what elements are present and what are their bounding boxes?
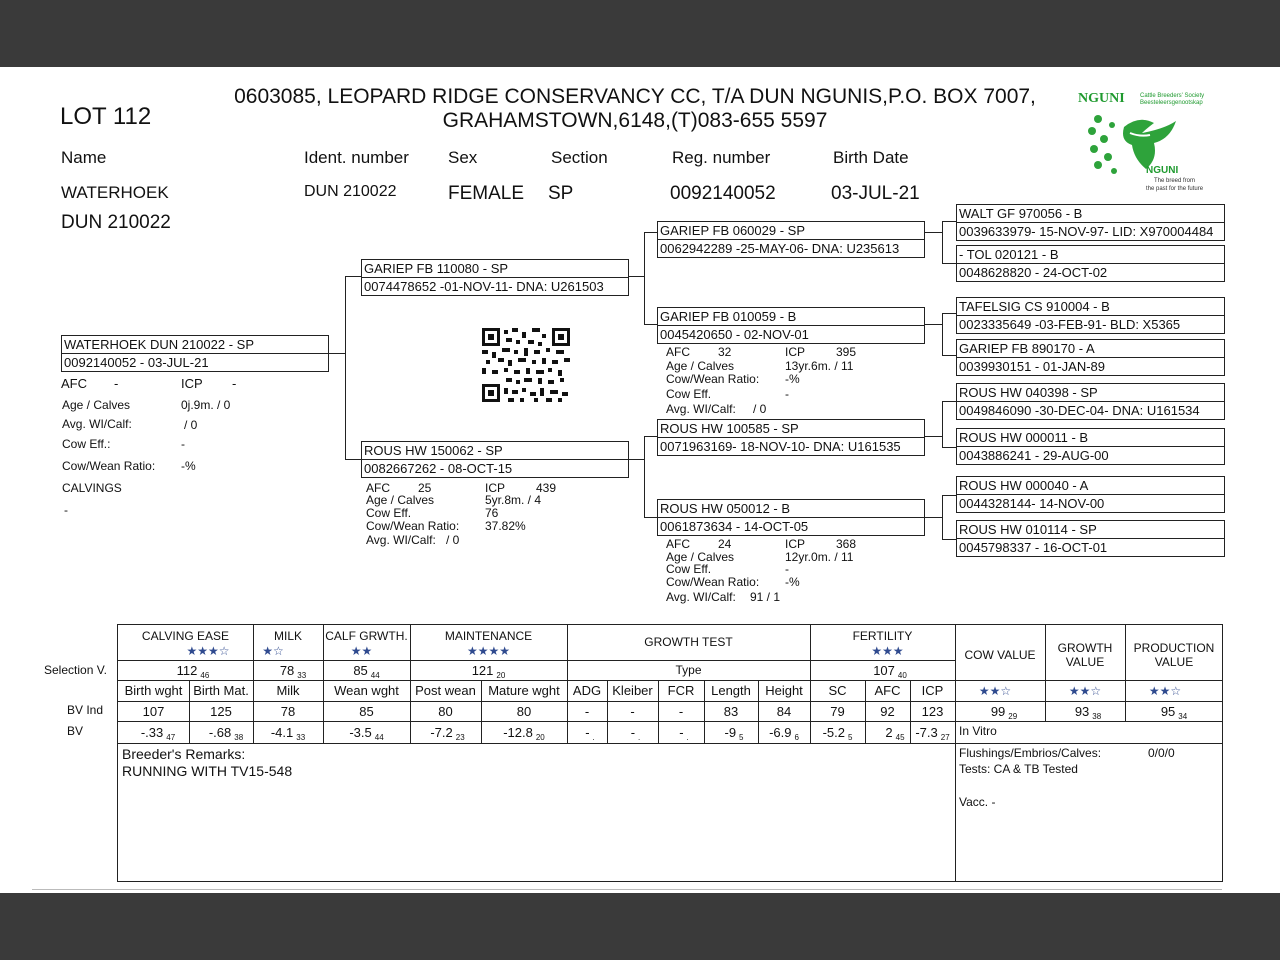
- gg-3-line-1: TAFELSIG CS 910004 - B: [959, 299, 1110, 314]
- col-icp: ICP: [921, 683, 944, 698]
- footer-divider: [32, 889, 1222, 890]
- col-height: Height: [765, 683, 803, 698]
- box-divider: [957, 263, 1224, 264]
- selection-value: 121: [471, 663, 494, 678]
- subject-cow-eff: -: [181, 437, 185, 451]
- bv-accuracy: 6: [794, 733, 799, 742]
- gg-1-line-2: 0039633979- 15-NOV-97- LID: X970004484: [959, 224, 1214, 239]
- dd-cow-wean-label: Cow/Wean Ratio:: [666, 575, 760, 589]
- calvings-label: CALVINGS: [62, 481, 122, 495]
- selection-calf-growth: [323, 663, 410, 680]
- table-rule: [118, 701, 1223, 702]
- header-growth-value-2: VALUE: [1065, 655, 1105, 669]
- pedigree-box-dam: [361, 441, 629, 478]
- dd-afc-label: AFC: [666, 537, 690, 551]
- subject-line-1: WATERHOEK DUN 210022 - SP: [64, 337, 254, 352]
- pedigree-box-gg-5: [956, 383, 1225, 420]
- col-length: Length: [711, 683, 751, 698]
- index-value: 95: [1160, 704, 1176, 719]
- table-rule: [118, 680, 1223, 681]
- bv-value: -: [585, 725, 590, 740]
- dam-afc: 25: [418, 481, 432, 495]
- bv-ind-cell: 123: [921, 704, 944, 719]
- flushings-value: 0/0/0: [1148, 746, 1175, 760]
- sd-wi-label: Avg. WI/Calf:: [666, 402, 736, 416]
- qr-code-icon: [482, 328, 570, 402]
- box-divider: [957, 315, 1224, 316]
- bv-cell: [189, 725, 263, 742]
- subject-cow-wean: -%: [181, 459, 196, 473]
- gg-8-line-1: ROUS HW 010114 - SP: [959, 522, 1097, 537]
- box-divider: [957, 357, 1224, 358]
- dam-sire-line-2: 0071963169- 18-NOV-10- DNA: U161535: [660, 439, 901, 454]
- dam-age: 5yr.8m. / 4: [485, 493, 542, 507]
- box-divider: [957, 222, 1224, 223]
- header-growth-value-1: GROWTH: [1057, 641, 1113, 655]
- header-production-value-2: VALUE: [1154, 655, 1194, 669]
- pedigree-box-subject: [61, 335, 329, 372]
- bv-accuracy: 38: [234, 733, 244, 742]
- connector: [329, 353, 345, 354]
- dam-cow-wean: 37.82%: [485, 519, 526, 533]
- selection-value: 85: [353, 663, 368, 678]
- bv-value: -3.5: [349, 725, 372, 740]
- bv-ind-cell: 85: [359, 704, 374, 719]
- sd-afc: 32: [718, 345, 732, 359]
- box-divider: [658, 239, 924, 240]
- evaluation-table: [117, 624, 1223, 882]
- subject-age: 0j.9m. / 0: [181, 398, 231, 412]
- bv-ind-cell: 125: [210, 704, 232, 719]
- sd-age: 13yr.6m. / 11: [785, 359, 854, 373]
- dam-icp: 439: [536, 481, 557, 495]
- connector: [942, 401, 943, 447]
- dam-dam-line-2: 0061873634 - 14-OCT-05: [660, 519, 809, 534]
- connector: [345, 276, 346, 459]
- col-post-wean: Post wean: [415, 683, 476, 698]
- col-milk: Milk: [276, 683, 300, 698]
- header-calf-growth: CALF GRWTH.: [325, 629, 408, 643]
- index-accuracy: 38: [1092, 712, 1102, 721]
- pedigree-box-sire-dam: [657, 307, 925, 344]
- stars-calf-growth-icon: ★★: [350, 644, 373, 658]
- selection-value: 112: [176, 663, 198, 678]
- connector: [925, 436, 942, 437]
- bv-cell: [410, 725, 485, 742]
- connector: [644, 324, 657, 325]
- side-label-selection: Selection V.: [44, 663, 107, 677]
- connector: [644, 232, 645, 324]
- bv-value: -7.2: [430, 725, 453, 740]
- connector: [942, 313, 956, 314]
- selection-accuracy: 46: [200, 671, 210, 680]
- bv-ind-cell: 80: [438, 704, 453, 719]
- col-kleiber: Kleiber: [612, 683, 653, 698]
- bv-accuracy: 44: [374, 733, 384, 742]
- connector: [925, 324, 942, 325]
- bv-value: -5.2: [822, 725, 845, 740]
- dam-line-1: ROUS HW 150062 - SP: [364, 443, 503, 458]
- connector: [629, 276, 644, 277]
- index-value: 99: [990, 704, 1006, 719]
- table-rule: [118, 660, 955, 661]
- bv-value: -12.8: [503, 725, 533, 740]
- gg-8-line-2: 0045798337 - 16-OCT-01: [959, 540, 1108, 555]
- index-value: 93: [1074, 704, 1090, 719]
- sd-icp-label: ICP: [785, 345, 806, 359]
- selection-calving-ease: [118, 663, 268, 680]
- sd-cow-wean-label: Cow/Wean Ratio:: [666, 372, 760, 386]
- connector: [942, 495, 956, 496]
- animal-birth: 03-JUL-21: [831, 183, 920, 204]
- dam-dam-line-1: ROUS HW 050012 - B: [660, 501, 791, 516]
- label-section: Section: [551, 148, 608, 167]
- selection-milk: [253, 663, 333, 680]
- col-birth-mat: Birth Mat.: [193, 683, 249, 698]
- dam-icp-label: ICP: [485, 481, 506, 495]
- connector: [925, 232, 942, 233]
- bv-ind-cell: 79: [830, 704, 845, 719]
- selection-fertility: [810, 663, 970, 680]
- header-milk: MILK: [273, 629, 302, 643]
- dd-age-label: Age / Calves: [666, 550, 735, 564]
- connector: [644, 232, 657, 233]
- bv-value: -4.1: [270, 725, 294, 740]
- bv-cell: [481, 725, 567, 742]
- header-cow-value: COW VALUE: [964, 648, 1036, 662]
- side-label-bv: BV: [67, 724, 84, 738]
- stars-cow-value-icon: ★★☆: [978, 684, 1012, 698]
- animal-section: SP: [548, 183, 574, 204]
- bv-value: -6.9: [769, 725, 792, 740]
- connector: [644, 517, 657, 518]
- box-divider: [362, 459, 628, 460]
- selection-value: 107: [873, 663, 895, 678]
- header-maintenance: MAINTENANCE: [444, 629, 533, 643]
- col-wean-wght: Wean wght: [334, 683, 399, 698]
- selection-accuracy: 20: [496, 671, 506, 680]
- bv-value: -9: [724, 725, 737, 740]
- connector: [942, 401, 956, 402]
- index-accuracy: 29: [1008, 712, 1018, 721]
- subject-afc-label: AFC: [61, 376, 87, 391]
- dd-icp-label: ICP: [785, 537, 806, 551]
- label-ident: Ident. number: [304, 148, 409, 167]
- side-label-bv-ind: BV Ind: [67, 703, 104, 717]
- dam-age-label: Age / Calves: [366, 493, 435, 507]
- bv-ind-cell: 83: [723, 704, 739, 719]
- stars-fertility-icon: ★★★: [871, 644, 904, 658]
- remarks-label: Breeder's Remarks:: [122, 746, 246, 762]
- gg-4-line-2: 0039930151 - 01-JAN-89: [959, 359, 1105, 374]
- selection-accuracy: 33: [297, 671, 307, 680]
- growth-value-index: [1045, 704, 1131, 721]
- animal-reg: 0092140052: [670, 183, 776, 204]
- bv-cell: [704, 725, 764, 742]
- animal-name-2: DUN 210022: [61, 212, 171, 233]
- label-sex: Sex: [448, 148, 478, 167]
- bv-cell: [253, 725, 323, 742]
- animal-sex: FEMALE: [448, 183, 525, 204]
- subject-cow-eff-label: Cow Eff.:: [62, 437, 111, 451]
- connector: [644, 436, 657, 437]
- stars-growth-value-icon: ★★☆: [1068, 684, 1102, 698]
- tests-text: Tests: CA & TB Tested: [959, 762, 1078, 776]
- subject-icp-label: ICP: [181, 376, 203, 391]
- bv-ind-cell: 78: [280, 704, 296, 719]
- owner-line-1: 0603085, LEOPARD RIDGE CONSERVANCY CC, T/A DUN NGUNIS,P.O. BOX 7007,: [234, 85, 1036, 108]
- logo-tagline-2: the past for the future: [1146, 186, 1204, 192]
- animal-name: WATERHOEK: [61, 183, 169, 202]
- bv-accuracy: 47: [166, 733, 176, 742]
- stars-milk-icon: ★☆: [262, 644, 284, 658]
- pedigree-box-gg-7: [956, 476, 1225, 513]
- subject-line-2: 0092140052 - 03-JUL-21: [64, 355, 209, 370]
- dd-icp: 368: [836, 537, 857, 551]
- sire-line-2: 0074478652 -01-NOV-11- DNA: U261503: [364, 279, 604, 294]
- gg-5-line-2: 0049846090 -30-DEC-04- DNA: U161534: [959, 403, 1200, 418]
- box-divider: [658, 437, 924, 438]
- bv-cell: [118, 725, 198, 742]
- owner-line-2: GRAHAMSTOWN,6148,(T)083-655 5597: [442, 109, 828, 132]
- sd-icp: 395: [836, 345, 857, 359]
- bv-value: -.33: [140, 725, 164, 740]
- nguni-logo: [1078, 91, 1212, 197]
- bv-value: -.68: [208, 725, 232, 740]
- dd-wi: 91 / 1: [750, 590, 781, 604]
- col-sc: SC: [828, 683, 847, 698]
- selection-accuracy: 44: [370, 671, 380, 680]
- box-divider: [362, 277, 628, 278]
- bv-accuracy: .: [592, 733, 595, 742]
- connector: [942, 221, 956, 222]
- gg-7-line-2: 0044328144- 14-NOV-00: [959, 496, 1105, 511]
- gg-4-line-1: GARIEP FB 890170 - A: [959, 341, 1095, 356]
- dam-wi: / 0: [446, 533, 460, 547]
- dam-wi-label: Avg. WI/Calf:: [366, 533, 436, 547]
- gg-6-line-2: 0043886241 - 29-AUG-00: [959, 448, 1109, 463]
- col-adg: ADG: [572, 683, 602, 698]
- dam-sire-line-1: ROUS HW 100585 - SP: [660, 421, 799, 436]
- connector: [942, 221, 943, 263]
- animal-ident: DUN 210022: [304, 183, 397, 200]
- dd-wi-label: Avg. WI/Calf:: [666, 590, 736, 604]
- pedigree-box-gg-1: [956, 204, 1225, 241]
- bv-accuracy: .: [638, 733, 641, 742]
- connector: [345, 459, 361, 460]
- sire-sire-line-1: GARIEP FB 060029 - SP: [660, 223, 805, 238]
- sd-age-label: Age / Calves: [666, 359, 735, 373]
- connector: [942, 539, 956, 540]
- dd-cow-wean: -%: [785, 575, 800, 589]
- dd-cow-eff-label: Cow Eff.: [666, 562, 712, 576]
- stars-calving-ease-icon: ★★★☆: [186, 644, 230, 658]
- subject-icp: -: [232, 376, 237, 391]
- dam-afc-label: AFC: [366, 481, 390, 495]
- box-divider: [62, 353, 328, 354]
- connector: [942, 313, 943, 355]
- bv-accuracy: 23: [455, 733, 465, 742]
- pedigree-box-gg-4: [956, 339, 1225, 376]
- gg-1-line-1: WALT GF 970056 - B: [959, 206, 1083, 221]
- bv-cell: [658, 725, 710, 742]
- sire-dam-line-2: 0045420650 - 02-NOV-01: [660, 327, 809, 342]
- label-reg: Reg. number: [672, 148, 771, 167]
- box-divider: [957, 401, 1224, 402]
- sire-line-1: GARIEP FB 110080 - SP: [364, 261, 509, 276]
- dam-cow-eff-label: Cow Eff.: [366, 506, 412, 520]
- calvings-value: -: [64, 503, 68, 517]
- pedigree-box-dam-dam: [657, 499, 925, 536]
- sire-dam-line-1: GARIEP FB 010059 - B: [660, 309, 797, 324]
- stars-production-value-icon: ★★☆: [1148, 684, 1182, 698]
- bv-cell: [758, 725, 810, 742]
- flushings-label: Flushings/Embrios/Calves:: [959, 746, 1102, 760]
- subject-cow-wean-label: Cow/Wean Ratio:: [62, 459, 156, 473]
- label-name: Name: [61, 148, 107, 167]
- gg-6-line-1: ROUS HW 000011 - B: [959, 430, 1089, 445]
- dam-cow-eff: 76: [485, 506, 499, 520]
- cow-value-index: [955, 704, 1053, 721]
- subject-afc: -: [114, 376, 119, 391]
- connector: [942, 495, 943, 539]
- sd-cow-eff-label: Cow Eff.: [666, 387, 712, 401]
- document-page: [0, 67, 1280, 893]
- table-rule: [955, 721, 1223, 722]
- bv-accuracy: 33: [296, 733, 306, 742]
- connector: [942, 263, 956, 264]
- bv-ind-cell: 84: [776, 704, 792, 719]
- bv-cell: [323, 725, 410, 742]
- header-growth-test: GROWTH TEST: [644, 635, 733, 649]
- box-divider: [658, 325, 924, 326]
- bv-ind-cell: 107: [142, 704, 165, 719]
- box-divider: [957, 446, 1224, 447]
- selection-maintenance: [410, 663, 567, 680]
- sd-cow-eff: -: [785, 387, 789, 401]
- lot-number: LOT 112: [60, 103, 152, 130]
- connector: [942, 355, 956, 356]
- sd-afc-label: AFC: [666, 345, 690, 359]
- bv-ind-cell: -: [584, 704, 590, 719]
- bv-cell: [810, 725, 865, 742]
- pedigree-box-sire-sire: [657, 221, 925, 258]
- dam-cow-wean-label: Cow/Wean Ratio:: [366, 519, 460, 533]
- sire-sire-line-2: 0062942289 -25-MAY-06- DNA: U235613: [660, 241, 900, 256]
- connector: [942, 447, 956, 448]
- stars-maintenance-icon: ★★★★: [466, 644, 511, 658]
- logo-tagline-1: The breed from: [1154, 178, 1196, 184]
- pedigree-box-gg-6: [956, 428, 1225, 465]
- gg-3-line-2: 0023335649 -03-FEB-91- BLD: X5365: [959, 317, 1181, 332]
- dd-age: 12yr.0m. / 11: [785, 550, 854, 564]
- bv-accuracy: 5: [847, 733, 853, 742]
- subject-wi: / 0: [184, 418, 198, 432]
- logo-badge: NGUNI: [1146, 165, 1179, 176]
- box-divider: [957, 494, 1224, 495]
- pedigree-box-gg-8: [956, 520, 1225, 557]
- bv-ind-cell: -: [678, 704, 684, 719]
- connector: [629, 459, 644, 460]
- gg-7-line-1: ROUS HW 000040 - A: [959, 478, 1089, 493]
- pedigree-box-gg-2: [956, 245, 1225, 282]
- dam-line-2: 0082667262 - 08-OCT-15: [364, 461, 513, 476]
- logo-society-1: Cattle Breeders' Society: [1140, 93, 1205, 99]
- connector: [345, 276, 361, 277]
- col-afc: AFC: [874, 683, 901, 698]
- production-value-index: [1125, 704, 1223, 721]
- bv-accuracy: 5: [739, 733, 744, 742]
- subject-wi-label: Avg. WI/Calf:: [62, 417, 132, 431]
- sd-cow-wean: -%: [785, 372, 800, 386]
- box-divider: [658, 517, 924, 518]
- bv-ind-cell: -: [630, 704, 635, 719]
- dd-afc: 24: [718, 537, 732, 551]
- connector: [925, 517, 942, 518]
- bv-accuracy: 45: [895, 733, 905, 742]
- dd-cow-eff: -: [785, 562, 789, 576]
- col-mature-wght: Mature wght: [488, 683, 560, 698]
- pedigree-box-sire: [361, 259, 629, 296]
- gg-5-line-1: ROUS HW 040398 - SP: [959, 385, 1098, 400]
- connector: [644, 436, 645, 517]
- col-fcr: FCR: [667, 683, 695, 698]
- selection-accuracy: 40: [897, 671, 907, 680]
- bv-accuracy: .: [686, 733, 689, 742]
- vaccination-text: Vacc. -: [959, 795, 996, 809]
- col-birth-wght: Birth wght: [124, 683, 183, 698]
- in-vitro-label: In Vitro: [959, 724, 997, 738]
- bv-value: -: [679, 725, 684, 740]
- pedigree-box-dam-sire: [657, 419, 925, 456]
- table-rule: [118, 743, 1223, 744]
- sd-wi: / 0: [753, 402, 767, 416]
- header-production-value-1: PRODUCTION: [1133, 641, 1215, 655]
- bv-cell: [910, 725, 955, 742]
- gg-2-line-1: - TOL 020121 - B: [959, 247, 1059, 262]
- header-calving-ease: CALVING EASE: [141, 629, 230, 643]
- box-divider: [957, 538, 1224, 539]
- pedigree-box-gg-3: [956, 297, 1225, 334]
- bv-value: -7.3: [915, 725, 938, 740]
- index-accuracy: 34: [1178, 712, 1188, 721]
- logo-brand: NGUNI: [1078, 91, 1125, 106]
- bv-value: -: [630, 725, 636, 740]
- growth-test-type: Type: [675, 663, 702, 677]
- bv-accuracy: 27: [940, 733, 950, 742]
- logo-society-2: Beesteleersgenootskap: [1140, 100, 1203, 106]
- header-fertility: FERTILITY: [852, 629, 913, 643]
- label-birth: Birth Date: [833, 148, 909, 167]
- bv-ind-cell: 80: [516, 704, 532, 719]
- remarks-text: RUNNING WITH TV15-548: [122, 763, 293, 779]
- bv-value: 2: [885, 725, 893, 740]
- bv-cell: [607, 725, 664, 742]
- selection-value: 78: [279, 663, 295, 678]
- gg-2-line-2: 0048628820 - 24-OCT-02: [959, 265, 1108, 280]
- bv-ind-cell: 92: [880, 704, 895, 719]
- subject-age-label: Age / Calves: [62, 398, 131, 412]
- bv-accuracy: 20: [535, 733, 545, 742]
